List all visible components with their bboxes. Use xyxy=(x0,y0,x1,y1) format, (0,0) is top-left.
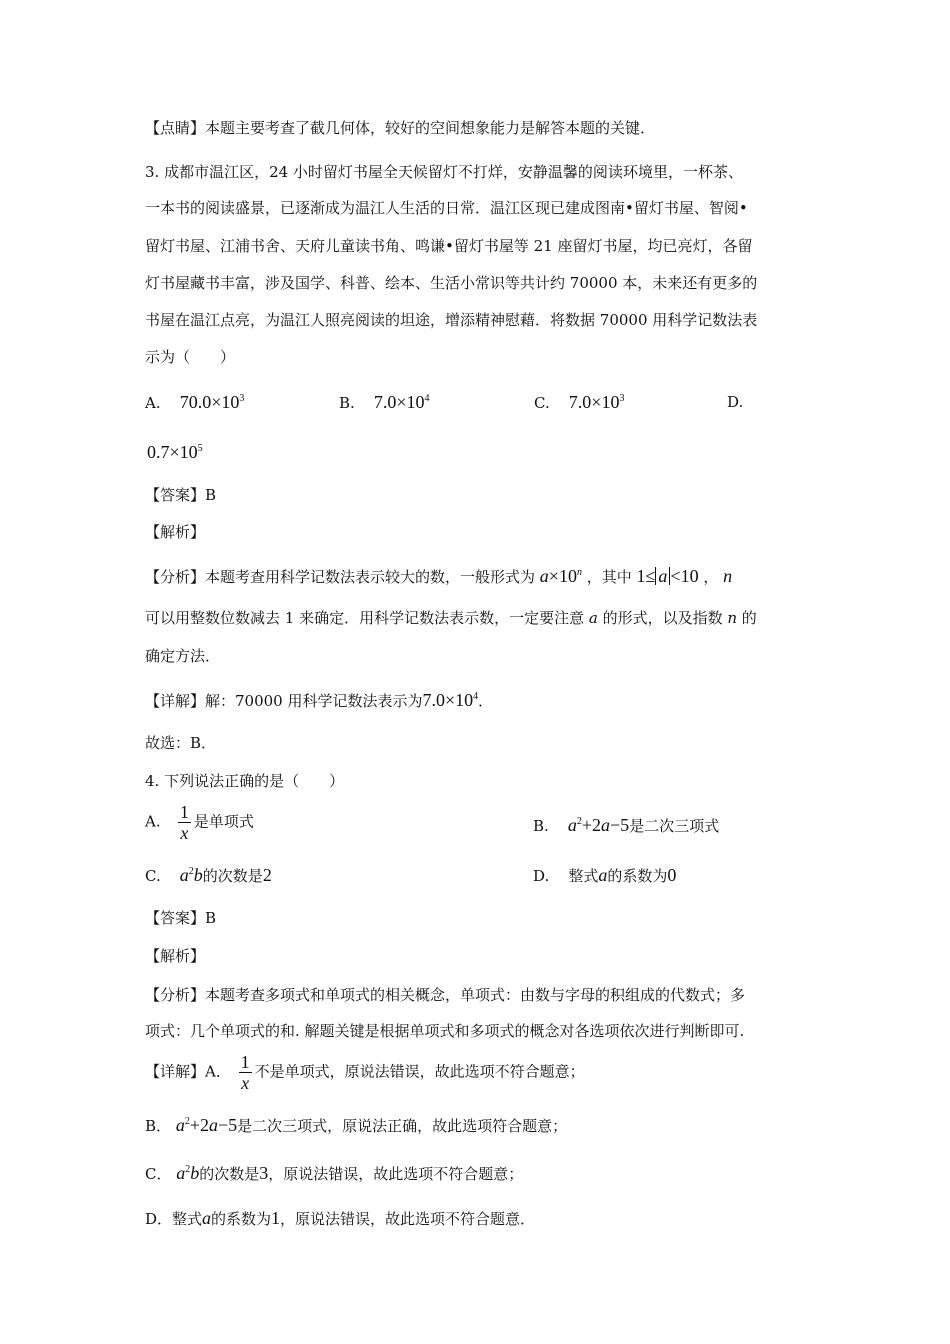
q4-option-c: C. $a^2b$的次数是2 xyxy=(145,865,272,885)
q3-option-c: C. $7.0\times 10^3$ xyxy=(534,392,625,412)
q4-option-a: A. $\frac{1}{x}$ 是单项式 xyxy=(145,802,254,843)
q4-option-b: B. $a^2+2a-5$是二次三项式 xyxy=(533,815,720,835)
q4-fenxi-line-2: 项式：几个单项式的和. 解题关键是根据单项式和多项式的概念对各选项依次进行判断即可. xyxy=(145,1022,745,1040)
q3-stem-line-1: 3. 成都市温江区，24 小时留灯书屋全天候留灯不打烊，安静温馨的阅读环境里，一杯茶、 xyxy=(145,163,743,181)
q4-answer: 【答案】B xyxy=(145,909,217,927)
q4-xiangjie-d: D．整式a的系数为1，原说法错误，故此选项不符合题意． xyxy=(145,1208,536,1228)
q3-answer: 【答案】B xyxy=(145,486,217,504)
q4-xiangjie-c: C． $a^2b$的次数是3，原说法错误，故此选项不符合题意； xyxy=(145,1163,524,1183)
q3-guxuan: 故选：B． xyxy=(145,734,217,752)
q3-fenxi-line-2: 可以用整数位数减去 1 来确定．用科学记数法表示数，一定要注意 a 的形式，以及指数 n 的 xyxy=(145,609,757,627)
q3-stem-line-2: 一本书的阅读盛景，已逐渐成为温江人生活的日常．温江区现已建成图南•留灯书屋、智阅• xyxy=(145,199,748,217)
fraction-one-over-x: $\frac{1}{x}$ xyxy=(179,802,189,843)
q4-stem: 4. 下列说法正确的是（ ） xyxy=(145,772,345,790)
q3-option-d-label: D. xyxy=(727,393,744,411)
q4-option-d: D. 整式a的系数为0 xyxy=(533,865,677,885)
q3-option-b: B. $7.0\times 10^4$ xyxy=(339,392,430,412)
q3-fenxi-line-1: 【分析】本题考查用科学记数法表示较大的数，一般形式为 $a\times 10^n$ ，其中 1≤ a <10 ， n xyxy=(145,566,733,586)
q3-fenxi-line-3: 确定方法． xyxy=(145,647,221,665)
q4-xiangjie-a: 【详解】A． $\frac{1}{x}$ 不是单项式，原说法错误，故此选项不符合题意； xyxy=(145,1052,585,1093)
fraction-one-over-x-explain: $\frac{1}{x}$ xyxy=(240,1052,250,1093)
dianjing-note: 【点睛】本题主要考查了截几何体，较好的空间想象能力是解答本题的关键． xyxy=(145,119,656,137)
q3-xiangjie: 【详解】解：70000 用科学记数法表示为$7.0\times 10^4$． xyxy=(145,690,494,710)
q3-option-a: A. $70.0\times 10^3$ xyxy=(145,392,245,412)
q3-stem-line-5: 书屋在温江点亮，为温江人照亮阅读的坦途，增添精神慰藉．将数据 70000 用科学记数法表 xyxy=(145,311,758,329)
q4-jiexi: 【解析】 xyxy=(145,947,206,965)
q3-jiexi: 【解析】 xyxy=(145,523,206,541)
q3-option-d: $0.7\times 10^5$ xyxy=(147,442,203,462)
q3-stem-line-4: 灯书屋藏书丰富，涉及国学、科普、绘本、生活小常识等共计约 70000 本，未来还有更多的 xyxy=(145,274,758,292)
q3-stem-line-3: 留灯书屋、江浦书舍、天府儿童读书角、鸣谦•留灯书屋等 21 座留灯书屋，均已亮灯，各留 xyxy=(145,237,753,255)
q4-fenxi-line-1: 【分析】本题考查多项式和单项式的相关概念，单项式：由数与字母的积组成的代数式；多 xyxy=(145,986,746,1004)
q4-xiangjie-b: B． $a^2+2a-5$是二次三项式，原说法正确，故此选项符合题意； xyxy=(145,1115,568,1135)
q3-stem-line-6: 示为（ ） xyxy=(145,348,236,366)
